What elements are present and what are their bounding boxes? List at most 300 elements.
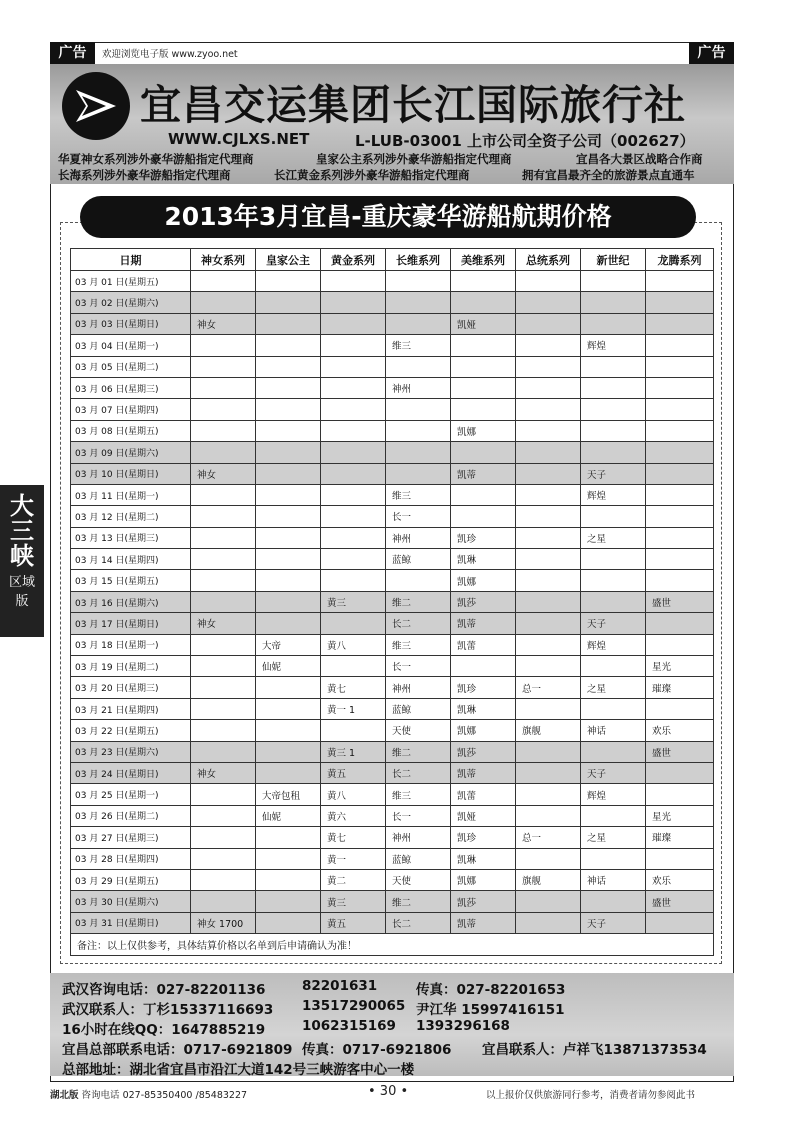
ship-cell [256, 869, 321, 890]
ship-cell: 凯蒂 [451, 613, 516, 634]
ship-cell: 盛世 [646, 741, 714, 762]
ship-cell [516, 912, 581, 933]
date-cell: 03 月 14 日(星期四) [71, 549, 191, 570]
table-row [71, 506, 714, 527]
ship-cell: 璀璨 [646, 677, 714, 698]
footer-disclaimer: 以上报价仅供旅游同行参考，消费者请勿参阅此书 [486, 1090, 696, 1101]
ship-cell: 仙妮 [256, 805, 321, 826]
contact-text: 宜昌联系人：卢祥飞13871373534 [482, 1042, 707, 1058]
ship-cell: 黄七 [321, 827, 386, 848]
ship-cell [191, 677, 256, 698]
date-cell: 03 月 03 日(星期日) [71, 313, 191, 334]
ship-cell [516, 442, 581, 463]
ship-cell [256, 891, 321, 912]
agent-text: 宜昌各大景区战略合作商 [576, 152, 703, 166]
ship-cell [581, 292, 646, 313]
ship-cell: 黄三 [321, 591, 386, 612]
ship-cell: 凯琳 [451, 549, 516, 570]
table-row [71, 891, 714, 912]
ship-cell [646, 335, 714, 356]
table-row [71, 271, 714, 292]
ship-cell: 黄八 [321, 634, 386, 655]
date-cell: 03 月 02 日(星期六) [71, 292, 191, 313]
ship-cell [191, 634, 256, 655]
table-row [71, 591, 714, 612]
date-cell: 03 月 17 日(星期日) [71, 613, 191, 634]
column-header: 长维系列 [386, 249, 451, 271]
table-row [71, 762, 714, 783]
date-cell: 03 月 07 日(星期四) [71, 399, 191, 420]
ship-cell [191, 484, 256, 505]
ship-cell: 凯娜 [451, 420, 516, 441]
ship-cell [191, 271, 256, 292]
ship-cell: 凯琳 [451, 698, 516, 719]
agent-text: 拥有宜昌最齐全的旅游景点直通车 [522, 168, 695, 182]
ship-cell [191, 399, 256, 420]
ship-cell: 旗舰 [516, 869, 581, 890]
ship-cell [581, 891, 646, 912]
ship-cell [321, 420, 386, 441]
ship-cell [191, 356, 256, 377]
contact-text: 16小时在线QQ：1647885219 [62, 1022, 266, 1038]
date-cell: 03 月 15 日(星期五) [71, 570, 191, 591]
ship-cell [191, 720, 256, 741]
ship-cell [256, 848, 321, 869]
ship-cell: 凯蒂 [451, 762, 516, 783]
ship-cell [581, 356, 646, 377]
ship-cell: 大帝 [256, 634, 321, 655]
ship-cell [256, 292, 321, 313]
ship-cell: 神州 [386, 827, 451, 848]
agent-text: 长海系列涉外豪华游船指定代理商 [58, 168, 231, 182]
ship-cell: 神女 1700 [191, 912, 256, 933]
ship-cell [581, 377, 646, 398]
ship-cell [256, 570, 321, 591]
ship-cell: 神州 [386, 677, 451, 698]
ship-cell [191, 698, 256, 719]
ship-cell: 凯琳 [451, 848, 516, 869]
ship-cell [646, 784, 714, 805]
ship-cell: 神州 [386, 377, 451, 398]
ship-cell [256, 313, 321, 334]
ship-cell [516, 271, 581, 292]
ship-cell: 仙妮 [256, 656, 321, 677]
ship-cell: 长一 [386, 656, 451, 677]
date-cell: 03 月 26 日(星期二) [71, 805, 191, 826]
ship-cell [256, 613, 321, 634]
ship-cell: 总一 [516, 677, 581, 698]
column-header: 龙腾系列 [646, 249, 714, 271]
date-cell: 03 月 11 日(星期一) [71, 484, 191, 505]
ship-cell [581, 549, 646, 570]
contact-text: 传真：0717-6921806 [302, 1042, 452, 1058]
schedule-table [70, 248, 714, 956]
table-row [71, 720, 714, 741]
ship-cell [191, 827, 256, 848]
ship-cell: 辉煌 [581, 634, 646, 655]
ship-cell [256, 442, 321, 463]
column-header: 总统系列 [516, 249, 581, 271]
date-cell: 03 月 28 日(星期四) [71, 848, 191, 869]
ship-cell: 凯娜 [451, 720, 516, 741]
ship-cell [191, 591, 256, 612]
contact-text: 尹江华 15997416151 [416, 1002, 565, 1018]
ship-cell: 凯蕾 [451, 634, 516, 655]
ship-cell: 璀璨 [646, 827, 714, 848]
ship-cell [386, 271, 451, 292]
note-text: 备注：以上仅供参考，具体结算价格以名单到后申请确认为准！ [71, 934, 714, 955]
ship-cell [646, 420, 714, 441]
ship-cell [581, 442, 646, 463]
ship-cell [516, 613, 581, 634]
ship-cell [191, 570, 256, 591]
note-row [71, 934, 714, 955]
ship-cell [256, 591, 321, 612]
contact-text: 武汉咨询电话：027-82201136 [62, 982, 266, 998]
ship-cell: 辉煌 [581, 784, 646, 805]
date-cell: 03 月 12 日(星期二) [71, 506, 191, 527]
ship-cell [646, 762, 714, 783]
ship-cell [451, 271, 516, 292]
ship-cell [191, 784, 256, 805]
ship-cell: 旗舰 [516, 720, 581, 741]
ship-cell [581, 848, 646, 869]
ship-cell [191, 549, 256, 570]
ship-cell: 长二 [386, 762, 451, 783]
ship-cell [256, 741, 321, 762]
ship-cell: 天子 [581, 613, 646, 634]
ship-cell [516, 463, 581, 484]
ship-cell [386, 399, 451, 420]
ship-cell: 星光 [646, 656, 714, 677]
ship-cell [646, 442, 714, 463]
top-url-text: 欢迎浏览电子版 www.zyoo.net [102, 49, 238, 60]
ship-cell [581, 741, 646, 762]
ship-cell [581, 399, 646, 420]
ship-cell [256, 698, 321, 719]
date-cell: 03 月 08 日(星期五) [71, 420, 191, 441]
ship-cell [321, 356, 386, 377]
date-cell: 03 月 01 日(星期五) [71, 271, 191, 292]
date-cell: 03 月 23 日(星期六) [71, 741, 191, 762]
ship-cell [256, 399, 321, 420]
column-header: 神女系列 [191, 249, 256, 271]
ship-cell [646, 527, 714, 548]
table-row [71, 570, 714, 591]
ship-cell: 凯珍 [451, 527, 516, 548]
date-cell: 03 月 30 日(星期六) [71, 891, 191, 912]
ship-cell [516, 805, 581, 826]
ship-cell: 凯珍 [451, 677, 516, 698]
ship-cell [646, 271, 714, 292]
table-row [71, 827, 714, 848]
contact-text: 1393296168 [416, 1018, 510, 1034]
ship-cell [191, 292, 256, 313]
ship-cell [516, 527, 581, 548]
ship-cell: 欢乐 [646, 869, 714, 890]
ship-cell [516, 549, 581, 570]
table-row [71, 463, 714, 484]
ship-cell [516, 634, 581, 655]
column-header: 日期 [71, 249, 191, 271]
ship-cell [516, 420, 581, 441]
table-row [71, 848, 714, 869]
ship-cell: 长二 [386, 613, 451, 634]
ship-cell [646, 848, 714, 869]
ship-cell [646, 698, 714, 719]
ship-cell: 维二 [386, 591, 451, 612]
table-header-row [71, 249, 714, 271]
ship-cell [516, 891, 581, 912]
ship-cell [191, 442, 256, 463]
ship-cell [321, 549, 386, 570]
ship-cell: 神女 [191, 463, 256, 484]
ship-cell [516, 356, 581, 377]
ship-cell: 维二 [386, 891, 451, 912]
ship-cell [386, 463, 451, 484]
ship-cell [451, 335, 516, 356]
date-cell: 03 月 22 日(星期五) [71, 720, 191, 741]
ship-cell: 盛世 [646, 591, 714, 612]
region-side-tab [0, 485, 44, 637]
ship-cell [256, 356, 321, 377]
ship-cell: 黄二 [321, 869, 386, 890]
footer-edition [50, 1087, 247, 1101]
table-row [71, 869, 714, 890]
contact-text: 1062315169 [302, 1018, 396, 1034]
ship-cell [191, 848, 256, 869]
ship-cell [516, 399, 581, 420]
ship-cell: 天子 [581, 463, 646, 484]
ship-cell [321, 442, 386, 463]
ship-cell: 大帝包租 [256, 784, 321, 805]
ship-cell [581, 805, 646, 826]
ship-cell [321, 656, 386, 677]
ship-cell [321, 313, 386, 334]
date-cell: 03 月 19 日(星期二) [71, 656, 191, 677]
column-header: 黄金系列 [321, 249, 386, 271]
ship-cell [256, 271, 321, 292]
ship-cell: 神话 [581, 869, 646, 890]
table-row [71, 741, 714, 762]
ship-cell [321, 720, 386, 741]
table-row [71, 377, 714, 398]
side-tab-subtitle: 区域版 [8, 575, 35, 609]
date-cell: 03 月 31 日(星期日) [71, 912, 191, 933]
ship-cell [646, 634, 714, 655]
ship-cell [451, 506, 516, 527]
ship-cell [191, 506, 256, 527]
ship-cell [256, 484, 321, 505]
ship-cell: 黄七 [321, 677, 386, 698]
ship-cell [581, 698, 646, 719]
table-row [71, 613, 714, 634]
ship-cell [451, 377, 516, 398]
ship-cell [321, 527, 386, 548]
ship-cell: 维三 [386, 335, 451, 356]
ship-cell: 天子 [581, 912, 646, 933]
ship-cell: 之星 [581, 827, 646, 848]
date-cell: 03 月 24 日(星期日) [71, 762, 191, 783]
page-number: • 30 • [368, 1084, 409, 1099]
license-text: L-LUB-03001 上市公司全资子公司（002627） [355, 132, 695, 150]
table-row [71, 442, 714, 463]
column-header: 美维系列 [451, 249, 516, 271]
contact-text: 宜昌总部联系电话：0717-6921809 [62, 1042, 293, 1058]
ship-cell: 天使 [386, 869, 451, 890]
ship-cell [321, 463, 386, 484]
date-cell: 03 月 16 日(星期六) [71, 591, 191, 612]
ship-cell [321, 613, 386, 634]
date-cell: 03 月 25 日(星期一) [71, 784, 191, 805]
ship-cell [646, 399, 714, 420]
ship-cell [191, 335, 256, 356]
ship-cell [646, 613, 714, 634]
ship-cell [386, 420, 451, 441]
table-row [71, 420, 714, 441]
ship-cell [516, 762, 581, 783]
column-header: 新世纪 [581, 249, 646, 271]
ship-cell [581, 570, 646, 591]
ship-cell: 黄五 [321, 912, 386, 933]
date-cell: 03 月 20 日(星期三) [71, 677, 191, 698]
ship-cell [191, 527, 256, 548]
ship-cell [516, 698, 581, 719]
ship-cell: 蓝鲸 [386, 848, 451, 869]
website-link[interactable]: WWW.CJLXS.NET [168, 130, 310, 148]
ship-cell: 星光 [646, 805, 714, 826]
ship-cell: 凯蒂 [451, 463, 516, 484]
ship-cell: 维二 [386, 741, 451, 762]
ship-cell [256, 335, 321, 356]
ship-cell: 凯蒂 [451, 912, 516, 933]
ship-cell [516, 591, 581, 612]
table-row [71, 356, 714, 377]
ship-cell [256, 677, 321, 698]
ship-cell: 之星 [581, 677, 646, 698]
ship-cell: 辉煌 [581, 335, 646, 356]
page-title: 2013年3月宜昌-重庆豪华游船航期价格 [80, 196, 696, 238]
ship-cell [646, 912, 714, 933]
ship-cell [321, 377, 386, 398]
ship-cell: 神女 [191, 762, 256, 783]
ship-cell: 维三 [386, 484, 451, 505]
contact-text: 传真：027-82201653 [416, 982, 566, 998]
ad-tag-right: 广告 [689, 42, 734, 64]
ship-cell [386, 292, 451, 313]
ship-cell [386, 356, 451, 377]
ship-cell [191, 869, 256, 890]
ship-cell [256, 720, 321, 741]
ship-cell [321, 335, 386, 356]
ship-cell [646, 377, 714, 398]
ship-cell [451, 356, 516, 377]
ship-cell: 长二 [386, 912, 451, 933]
table-row [71, 549, 714, 570]
ship-cell: 欢乐 [646, 720, 714, 741]
ship-cell [516, 377, 581, 398]
ship-cell: 黄一 1 [321, 698, 386, 719]
ship-cell [191, 656, 256, 677]
ship-cell [386, 570, 451, 591]
table-row [71, 656, 714, 677]
ship-cell [451, 292, 516, 313]
ship-cell: 之星 [581, 527, 646, 548]
table-row [71, 912, 714, 933]
ship-cell: 蓝鲸 [386, 549, 451, 570]
brand-name: 宜昌交运集团长江国际旅行社 [140, 81, 686, 129]
ship-cell [581, 313, 646, 334]
ship-cell: 神女 [191, 313, 256, 334]
date-cell: 03 月 06 日(星期三) [71, 377, 191, 398]
agent-text: 皇家公主系列涉外豪华游船指定代理商 [316, 152, 512, 166]
ship-cell [256, 377, 321, 398]
ship-cell: 凯蕾 [451, 784, 516, 805]
ship-cell [321, 570, 386, 591]
ship-cell: 黄八 [321, 784, 386, 805]
ad-tag-left: 广告 [50, 42, 95, 64]
table-row [71, 698, 714, 719]
ship-cell [321, 399, 386, 420]
ship-cell [451, 442, 516, 463]
table-row [71, 784, 714, 805]
table-row [71, 805, 714, 826]
table-row [71, 335, 714, 356]
ship-cell [386, 442, 451, 463]
table-row [71, 399, 714, 420]
ship-cell [191, 805, 256, 826]
date-cell: 03 月 27 日(星期三) [71, 827, 191, 848]
ship-cell: 凯娜 [451, 570, 516, 591]
ship-cell: 凯莎 [451, 591, 516, 612]
ship-cell [256, 912, 321, 933]
ship-cell: 凯莎 [451, 741, 516, 762]
ship-cell [191, 420, 256, 441]
column-header: 皇家公主 [256, 249, 321, 271]
agent-text: 华夏神女系列涉外豪华游船指定代理商 [58, 152, 254, 166]
ship-cell: 盛世 [646, 891, 714, 912]
ship-cell [516, 484, 581, 505]
ship-cell [646, 313, 714, 334]
ship-cell [256, 527, 321, 548]
ship-cell [581, 656, 646, 677]
table-row [71, 527, 714, 548]
ship-cell: 长一 [386, 506, 451, 527]
ship-cell: 蓝鲸 [386, 698, 451, 719]
ship-cell [321, 292, 386, 313]
ship-cell [256, 827, 321, 848]
ship-cell [646, 570, 714, 591]
ship-cell [256, 506, 321, 527]
ship-cell: 神州 [386, 527, 451, 548]
ship-cell: 总一 [516, 827, 581, 848]
ship-cell: 长一 [386, 805, 451, 826]
ship-cell: 凯娅 [451, 313, 516, 334]
ship-cell [256, 762, 321, 783]
table-row [71, 484, 714, 505]
ship-cell: 天子 [581, 762, 646, 783]
ship-cell [516, 506, 581, 527]
date-cell: 03 月 05 日(星期二) [71, 356, 191, 377]
ship-cell: 凯娜 [451, 869, 516, 890]
ship-cell [646, 484, 714, 505]
ship-cell [516, 656, 581, 677]
ship-cell: 维三 [386, 634, 451, 655]
ship-cell: 凯莎 [451, 891, 516, 912]
table-row [71, 677, 714, 698]
contact-text: 武汉联系人：丁杉15337116693 [62, 1002, 274, 1018]
contact-text: 13517290065 [302, 998, 406, 1014]
